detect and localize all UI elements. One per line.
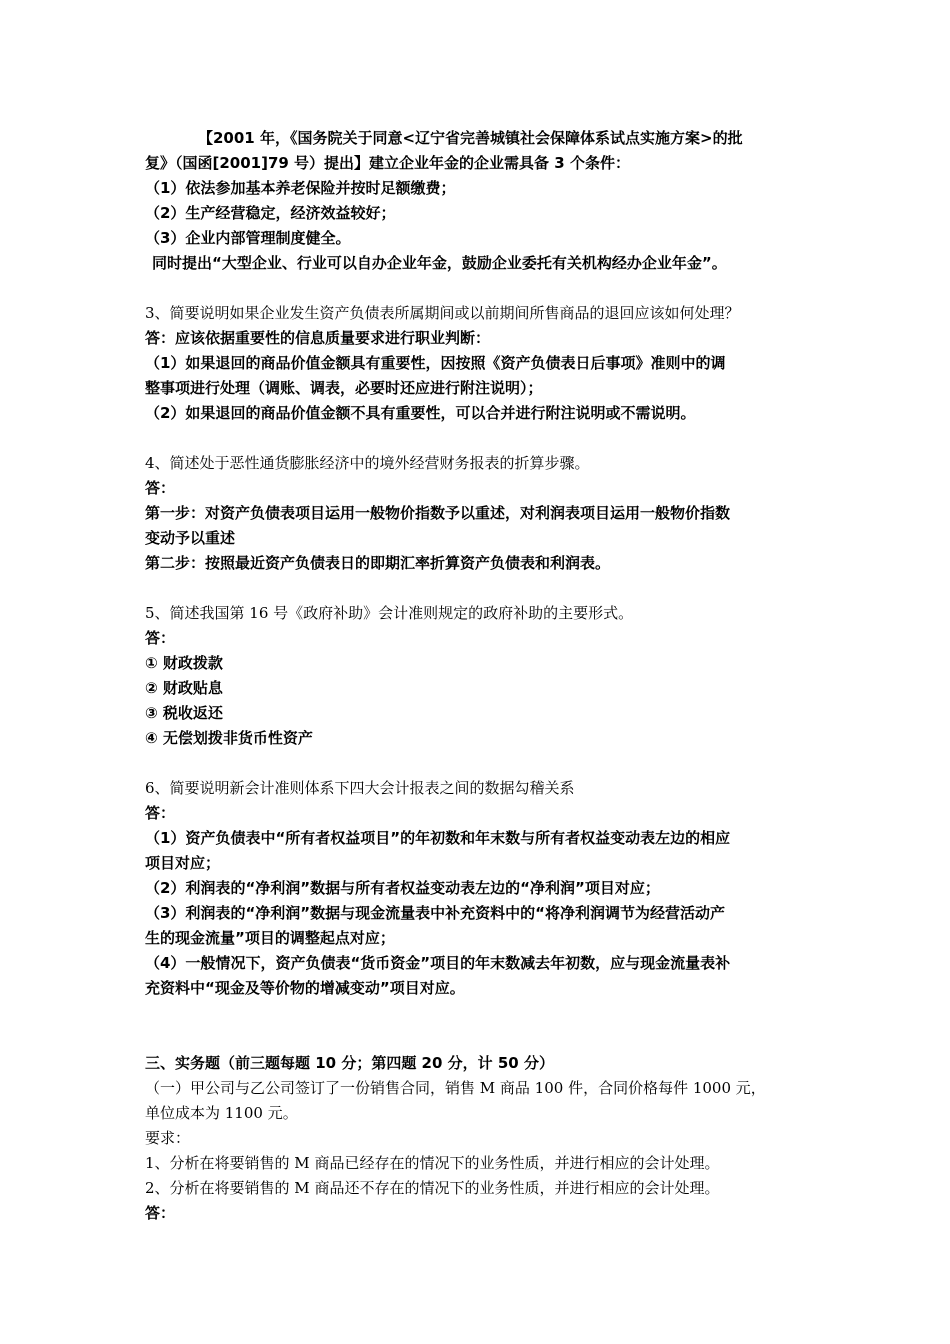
q6-answer-line: （2）利润表的“净利润”数据与所有者权益变动表左边的“净利润”项目对应； bbox=[145, 879, 660, 897]
q6-question: 6、简要说明新会计准则体系下四大会计报表之间的数据勾稽关系 bbox=[145, 779, 575, 797]
q6-answer-line: 充资料中“现金及等价物的增减变动”项目对应。 bbox=[145, 979, 465, 997]
q4-answer-line: 第一步：对资产负债表项目运用一般物价指数予以重述，对利润表项目运用一般物价指数 bbox=[145, 504, 731, 522]
also-statement: 同时提出“大型企业、行业可以自办企业年金，鼓励企业委托有关机构经办企业年金”。 bbox=[152, 254, 727, 272]
q3-answer-line: 整事项进行处理（调账、调表，必要时还应进行附注说明）； bbox=[145, 379, 543, 397]
condition-2: （2）生产经营稳定，经济效益较好； bbox=[145, 204, 396, 222]
q6-answer-line: （3）利润表的“净利润”数据与现金流量表中补充资料中的“将净利润调节为经营活动产 bbox=[145, 904, 726, 922]
q5-answer-label: 答： bbox=[145, 629, 176, 647]
q5-item: ① 财政拨款 bbox=[145, 654, 223, 672]
q6-answer-line: 项目对应； bbox=[145, 854, 221, 872]
intro-line-1: 【2001 年，《国务院关于同意<辽宁省完善城镇社会保障体系试点实施方案>的批 bbox=[198, 129, 743, 147]
problem-line-2: 单位成本为 1100 元。 bbox=[145, 1104, 298, 1122]
q4-answer-line: 变动予以重述 bbox=[145, 529, 236, 547]
q6-answer-line: 生的现金流量”项目的调整起点对应； bbox=[145, 929, 395, 947]
q4-answer-label: 答： bbox=[145, 479, 176, 497]
section-heading: 三、实务题（前三题每题 10 分；第四题 20 分，计 50 分） bbox=[145, 1054, 554, 1072]
q6-answer-line: （4）一般情况下，资产负债表“货币资金”项目的年末数减去年初数，应与现金流量表补 bbox=[145, 954, 731, 972]
q4-question: 4、简述处于恶性通货膨胀经济中的境外经营财务报表的折算步骤。 bbox=[145, 454, 590, 472]
condition-1: （1）依法参加基本养老保险并按时足额缴费； bbox=[145, 179, 456, 197]
q3-question: 3、简要说明如果企业发生资产负债表所属期间或以前期间所售商品的退回应该如何处理？ bbox=[145, 304, 740, 322]
document-body bbox=[145, 126, 815, 1226]
requirements-label: 要求： bbox=[145, 1129, 191, 1147]
q3-answer-intro: 答：应该依据重要性的信息质量要求进行职业判断： bbox=[145, 329, 491, 347]
requirement-item: 2、分析在将要销售的 M 商品还不存在的情况下的业务性质，并进行相应的会计处理。 bbox=[145, 1179, 720, 1197]
q4-answer-line: 第二步：按照最近资产负债表日的即期汇率折算资产负债表和利润表。 bbox=[145, 554, 611, 572]
requirement-item: 1、分析在将要销售的 M 商品已经存在的情况下的业务性质，并进行相应的会计处理。 bbox=[145, 1154, 720, 1172]
q6-answer-label: 答： bbox=[145, 804, 176, 822]
q5-question: 5、简述我国第 16 号《政府补助》会计准则规定的政府补助的主要形式。 bbox=[145, 604, 634, 622]
q6-answer-line: （1）资产负债表中“所有者权益项目”的年初数和年末数与所有者权益变动表左边的相应 bbox=[145, 829, 731, 847]
q5-item: ③ 税收返还 bbox=[145, 704, 223, 722]
condition-3: （3）企业内部管理制度健全。 bbox=[145, 229, 351, 247]
q3-answer-line: （1）如果退回的商品价值金额具有重要性，因按照《资产负债表日后事项》准则中的调 bbox=[145, 354, 726, 372]
q5-item: ④ 无偿划拨非货币性资产 bbox=[145, 729, 313, 747]
section-answer-label: 答： bbox=[145, 1204, 176, 1222]
q5-item: ② 财政贴息 bbox=[145, 679, 223, 697]
q3-answer-line: （2）如果退回的商品价值金额不具有重要性，可以合并进行附注说明或不需说明。 bbox=[145, 404, 696, 422]
intro-line-2: 复》（国函[2001]79 号）提出】建立企业年金的企业需具备 3 个条件： bbox=[145, 154, 630, 172]
problem-line-1: （一）甲公司与乙公司签订了一份销售合同，销售 M 商品 100 件，合同价格每件 1000 元， bbox=[145, 1079, 766, 1097]
